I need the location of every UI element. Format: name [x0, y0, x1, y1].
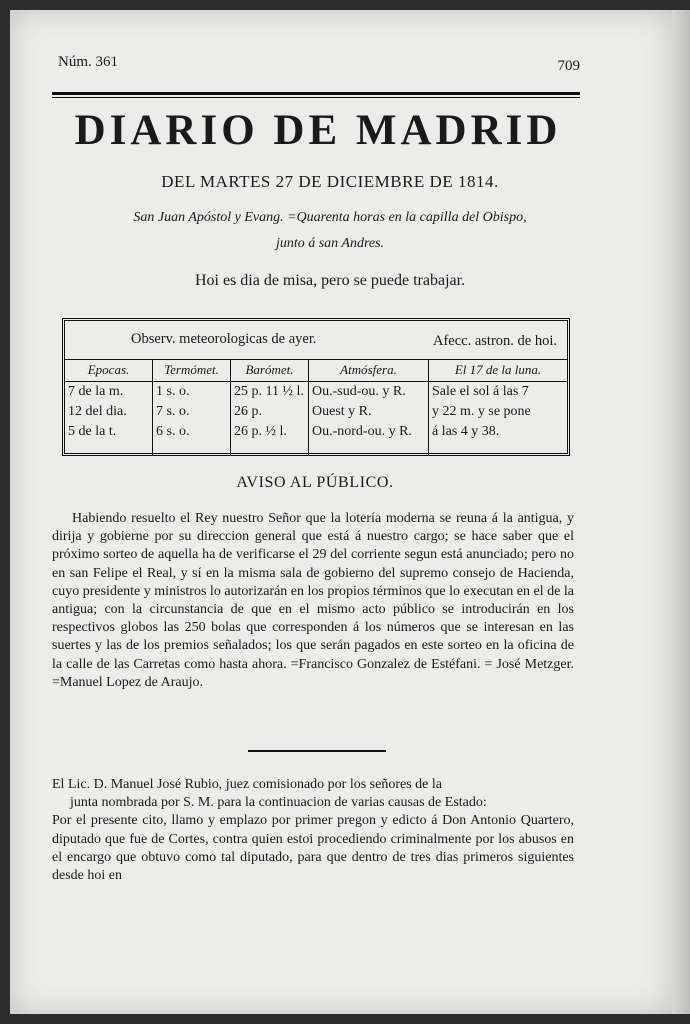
- table-cell: Ou.-nord-ou. y R.: [312, 424, 412, 439]
- table-cell: 25 p. 11 ½ l.: [234, 384, 304, 399]
- table-cell: y 22 m. y se pone: [432, 404, 531, 419]
- saints-notice: [80, 205, 580, 257]
- barometro-column: [231, 359, 309, 455]
- header-rule-thick: [52, 92, 580, 95]
- column-header: Barómet.: [231, 359, 308, 382]
- edict-section: [52, 776, 574, 885]
- aviso-paragraph: Habiendo resuelto el Rey nuestro Señor que la lotería moderna se reuna á la antigua, y dirija y gobierne por su direccion general que está á nuestro cargo; se hace saber que el próximo sorteo de aquella ha de verificarse el 29 del corriente segun está anunciado; pero no en san Felipe el Real, y sí en la misma sala de gobierno del supremo consejo de Hacienda, cuyo presidente y ministros lo autorizarán en los propios términos que lo executan en el de la antigua; con la circunstancia de que en el mismo acto público se introducirán en los respectivos globos las 250 bolas que corresponden á los números que se interesan en las suertes y las de los premios señalados; los que serán pagados en este sorteo en la oficina de la calle de las Carretas como hasta ahora. =Francisco Gonzalez de Estéfani. = José Metzger. =Manuel Lopez de Araujo.: [52, 511, 574, 690]
- luna-column: [429, 359, 567, 455]
- table-cell: á las 4 y 38.: [432, 424, 500, 439]
- astronomy-title: Afecc. astron. de hoi.: [432, 333, 557, 349]
- page-edge: [672, 10, 690, 1014]
- masthead-title: DIARIO DE MADRID: [74, 107, 562, 154]
- table-cell: Sale el sol á las 7: [432, 384, 529, 399]
- mass-notice: Hoi es dia de misa, pero se puede trabajar.: [194, 272, 466, 289]
- dateline: DEL MARTES 27 DE DICIEMBRE DE 1814.: [161, 172, 499, 191]
- edict-intro: [52, 776, 574, 812]
- atmosfera-column: [309, 359, 429, 455]
- edict-hanging-line: junta nombrada por S. M. para la continuacion de varias causas de Estado:: [70, 795, 487, 811]
- header-rule-thin: [52, 97, 580, 98]
- issue-meta-row: [48, 48, 580, 72]
- section-divider: [248, 750, 386, 752]
- meteorological-table-header: [65, 321, 567, 360]
- edict-paragraph: Por el presente cito, llamo y emplazo por primer pregon y edicto á Don Antonio Quartero, diputado que fue de Cortes, contra quien estoi procediendo criminalmente por los abusos en el encargo que obtuvo como tal diputado, para que dentro de tres dias primeros siguientes desde hoi en: [52, 813, 574, 884]
- meteorological-columns: [65, 359, 567, 455]
- column-header: El 17 de la luna.: [429, 359, 567, 382]
- table-cell: 7 s. o.: [156, 404, 190, 419]
- table-cell: 12 del dia.: [68, 404, 127, 419]
- epocas-column: [65, 359, 153, 455]
- meteorological-table: [62, 318, 570, 456]
- table-cell: 26 p.: [234, 404, 262, 419]
- table-cell: 6 s. o.: [156, 424, 190, 439]
- table-cell: 26 p. ½ l.: [234, 424, 287, 439]
- column-header: Atmósfera.: [309, 359, 428, 382]
- column-header: Epocas.: [65, 359, 152, 382]
- saints-line-2: junto á san Andres.: [275, 236, 385, 251]
- table-cell: Ou.-sud-ou. y R.: [312, 384, 406, 399]
- edict-first-line: El Lic. D. Manuel José Rubio, juez comisionado por los señores de la: [52, 777, 442, 792]
- table-cell: Ouest y R.: [312, 404, 372, 419]
- issue-number: Núm. 361: [58, 54, 118, 70]
- table-cell: 5 de la t.: [68, 424, 117, 439]
- column-header: Termómet.: [153, 359, 230, 382]
- termometro-column: [153, 359, 231, 455]
- observations-title: Observ. meteorologicas de ayer.: [131, 331, 317, 347]
- table-cell: 7 de la m.: [68, 384, 124, 399]
- saints-line-1: San Juan Apóstol y Evang. =Quarenta horas en la capilla del Obispo,: [133, 210, 527, 225]
- table-cell: 1 s. o.: [156, 384, 190, 399]
- aviso-title: AVISO AL PÚBLICO.: [236, 474, 394, 491]
- page-number: 709: [557, 58, 580, 74]
